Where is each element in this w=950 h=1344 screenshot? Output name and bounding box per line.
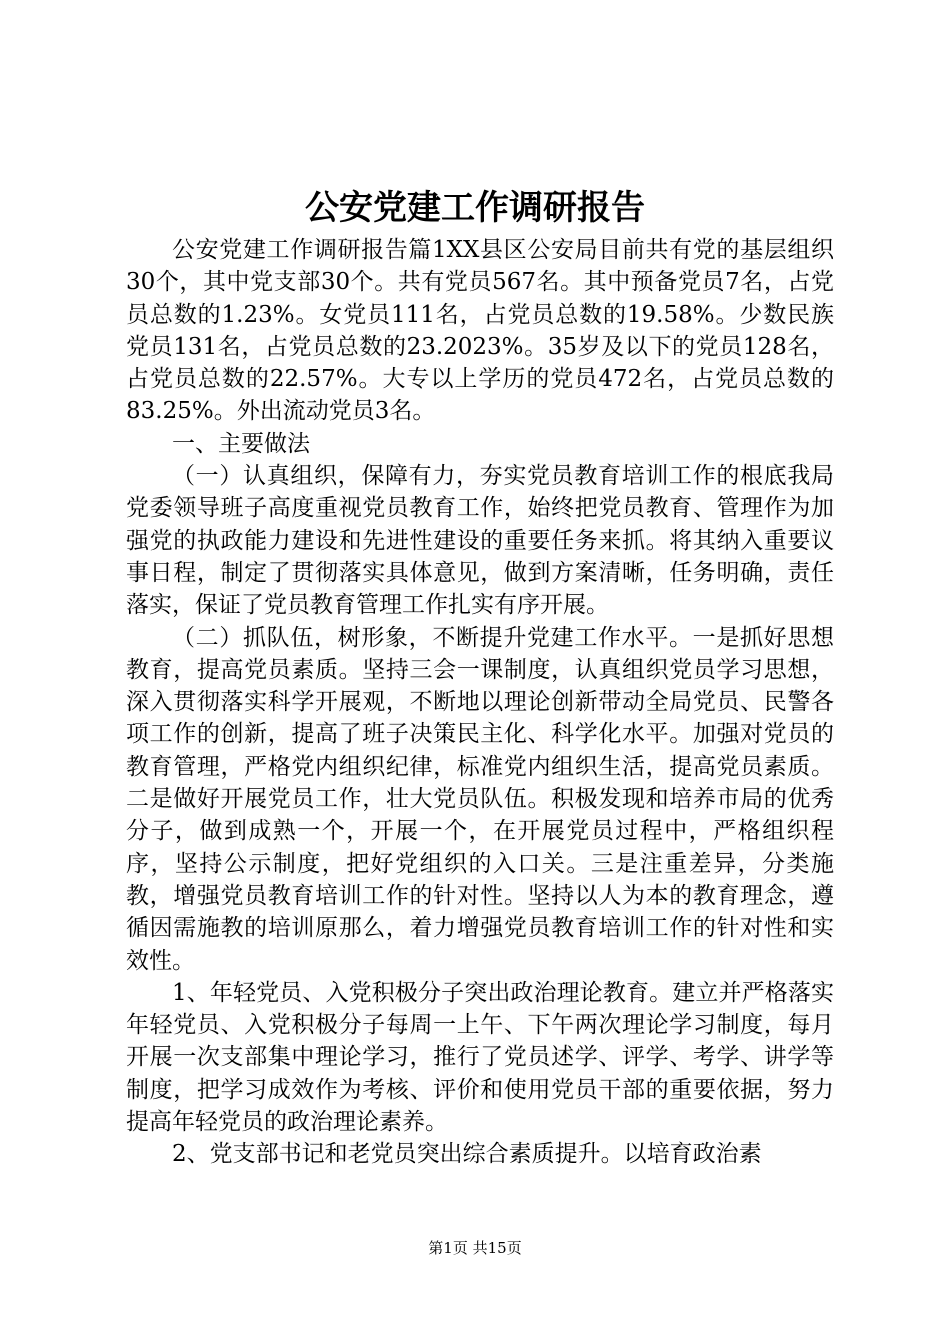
- section-heading-main-practices: 一、主要做法: [172, 430, 310, 457]
- document-body: [126, 234, 834, 1171]
- document-title: 公安党建工作调研报告: [305, 188, 645, 228]
- paragraph-intro: 公安党建工作调研报告篇1XX县区公安局目前共有党的基层组织30个，其中党支部30个。共有党员567名。其中预备党员7名，占党员总数的1.23%。女党员111名，占党员总数的19.58%。少数民族党员131名，占党员总数的23.2023%。35岁及以下的党员128名，占党员总数的22.57%。大专以上学历的党员472名，占党员总数的83.25%。外出流动党员3名。: [126, 237, 834, 425]
- paragraph-item-2: 2、党支部书记和老党员突出综合素质提升。以培育政治素: [172, 1141, 762, 1168]
- paragraph-subsection-1: （一）认真组织，保障有力，夯实党员教育培训工作的根底我局党委领导班子高度重视党员教育工作，始终把党员教育、管理作为加强党的执政能力建设和先进性建设的重要任务来抓。将其纳入重要议事日程，制定了贯彻落实具体意见，做到方案清晰，任务明确，责任落实，保证了党员教育管理工作扎实有序开展。: [126, 463, 834, 619]
- paragraph-subsection-2: （二）抓队伍，树形象，不断提升党建工作水平。一是抓好思想教育，提高党员素质。坚持三会一课制度，认真组织党员学习思想，深入贯彻落实科学开展观，不断地以理论创新带动全局党员、民警各项工作的创新，提高了班子决策民主化、科学化水平。加强对党员的教育管理，严格党内组织纪律，标准党内组织生活，提高党员素质。二是做好开展党员工作，壮大党员队伍。积极发现和培养市局的优秀分子，做到成熟一个，开展一个，在开展党员过程中，严格组织程序，坚持公示制度，把好党组织的入口关。三是注重差异，分类施教，增强党员教育培训工作的针对性。坚持以人为本的教育理念，遵循因需施教的培训原那么，着力增强党员教育培训工作的针对性和实效性。: [126, 624, 834, 974]
- page-number-footer: 第1页 共15页: [428, 1239, 522, 1257]
- paragraph-item-1: 1、年轻党员、入党积极分子突出政治理论教育。建立并严格落实年轻党员、入党积极分子每周一上午、下午两次理论学习制度，每月开展一次支部集中理论学习，推行了党员述学、评学、考学、讲学等制度，把学习成效作为考核、评价和使用党员干部的重要依据，努力提高年轻党员的政治理论素养。: [126, 979, 834, 1136]
